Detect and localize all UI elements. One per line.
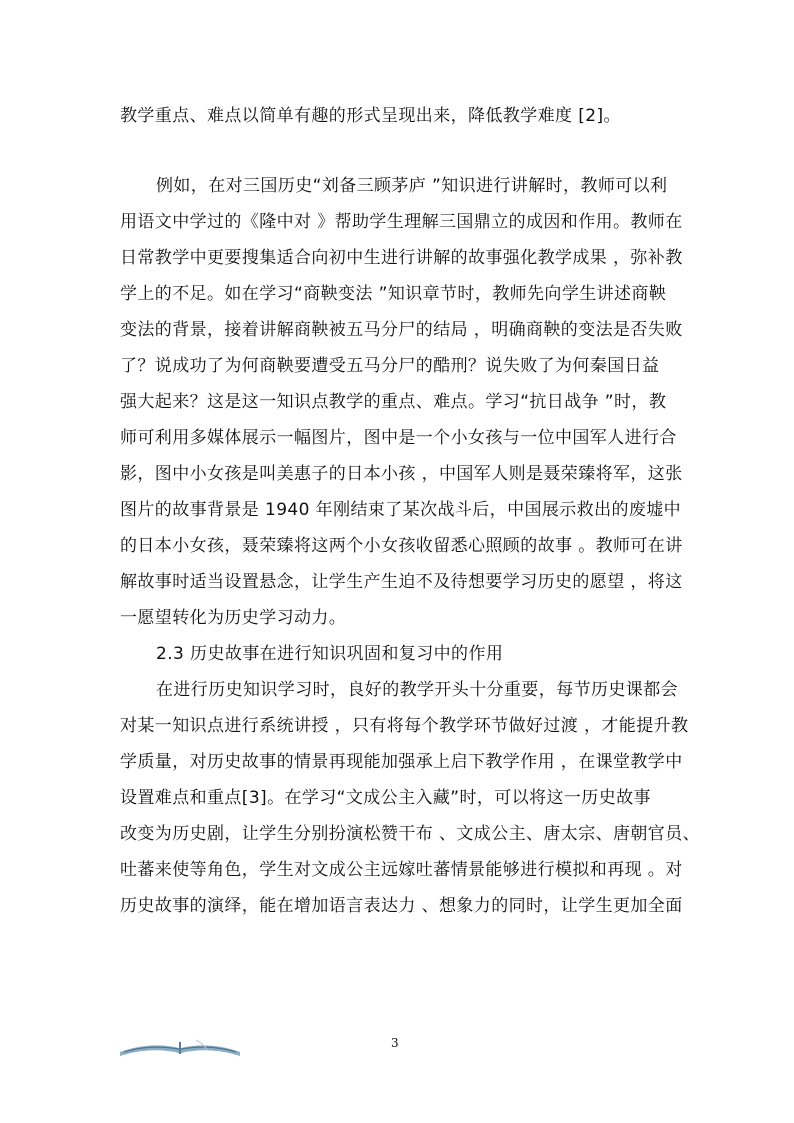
text-line-17: 对某一知识点进行系统讲授 ，只有将每个教学环节做好过渡 ，才能提升教 xyxy=(120,716,689,736)
text-line-1: 教学重点、难点以简单有趣的形式呈现出来，降低教学难度 [2]。 xyxy=(120,106,621,126)
text-line-11: 图片的故事背景是 1940 年刚结束了某次战斗后，中国展示救出的废墟中 xyxy=(120,500,682,520)
text-line-7: 了？说成功了为何商鞅要遭受五马分尸的酷刑？说失败了为何秦国日益 xyxy=(120,356,660,376)
text-line-12: 的日本小女孩，聂荣臻将这两个小女孩收留悉心照顾的故事 。教师可在讲 xyxy=(120,536,683,556)
section-heading: 2.3 历史故事在进行知识巩固和复习中的作用 xyxy=(156,644,504,664)
text-line-10: 影，图中小女孩是叫美惠子的日本小孩 ，中国军人则是聂荣臻将军，这张 xyxy=(120,464,683,484)
text-line-9: 师可利用多媒体展示一幅图片，图中是一个小女孩与一位中国军人进行合 xyxy=(120,428,677,448)
text-line-19: 设置难点和重点[3]。在学习“文成公主入藏”时，可以将这一历史故事 xyxy=(120,788,651,808)
text-line-16: 在进行历史知识学习时，良好的教学开头十分重要，每节历史课都会 xyxy=(156,680,678,700)
text-line-14: 一愿望转化为历史学习动力。 xyxy=(120,608,347,628)
text-line-5: 学上的不足。如在学习“商鞅变法 ”知识章节时，教师先向学生讲述商鞅 xyxy=(120,284,667,304)
text-line-20: 改变为历史剧，让学生分别扮演松赞干布 、文成公主、唐太宗、唐朝官员、 xyxy=(120,824,701,844)
text-line-6: 变法的背景，接着讲解商鞅被五马分尸的结局 ，明确商鞅的变法是否失败 xyxy=(120,320,683,340)
text-line-22: 历史故事的演绎，能在增加语言表达力 、想象力的同时，让学生更加全面 xyxy=(120,896,683,916)
text-line-13: 解故事时适当设置悬念，让学生产生迫不及待想要学习历史的愿望 ，将这 xyxy=(120,572,683,592)
text-line-8: 强大起来？这是这一知识点教学的重点、难点。学习“抗日战争 ”时，教 xyxy=(120,392,667,412)
text-line-21: 吐蕃来使等角色，学生对文成公主远嫁吐蕃情景能够进行模拟和再现 。对 xyxy=(120,860,683,880)
text-line-4: 日常教学中更要搜集适合向初中生进行讲解的故事强化教学成果 ，弥补教 xyxy=(120,248,683,268)
open-book-icon xyxy=(118,1034,242,1058)
text-line-3: 用语文中学过的《隆中对 》帮助学生理解三国鼎立的成因和作用。教师在 xyxy=(120,212,683,232)
text-line-18: 学质量，对历史故事的情景再现能加强承上启下教学作用 ，在课堂教学中 xyxy=(120,752,683,772)
text-line-2: 例如，在对三国历史“刘备三顾茅庐 ”知识进行讲解时，教师可以利 xyxy=(156,176,668,196)
page-number: 3 xyxy=(391,1036,399,1050)
